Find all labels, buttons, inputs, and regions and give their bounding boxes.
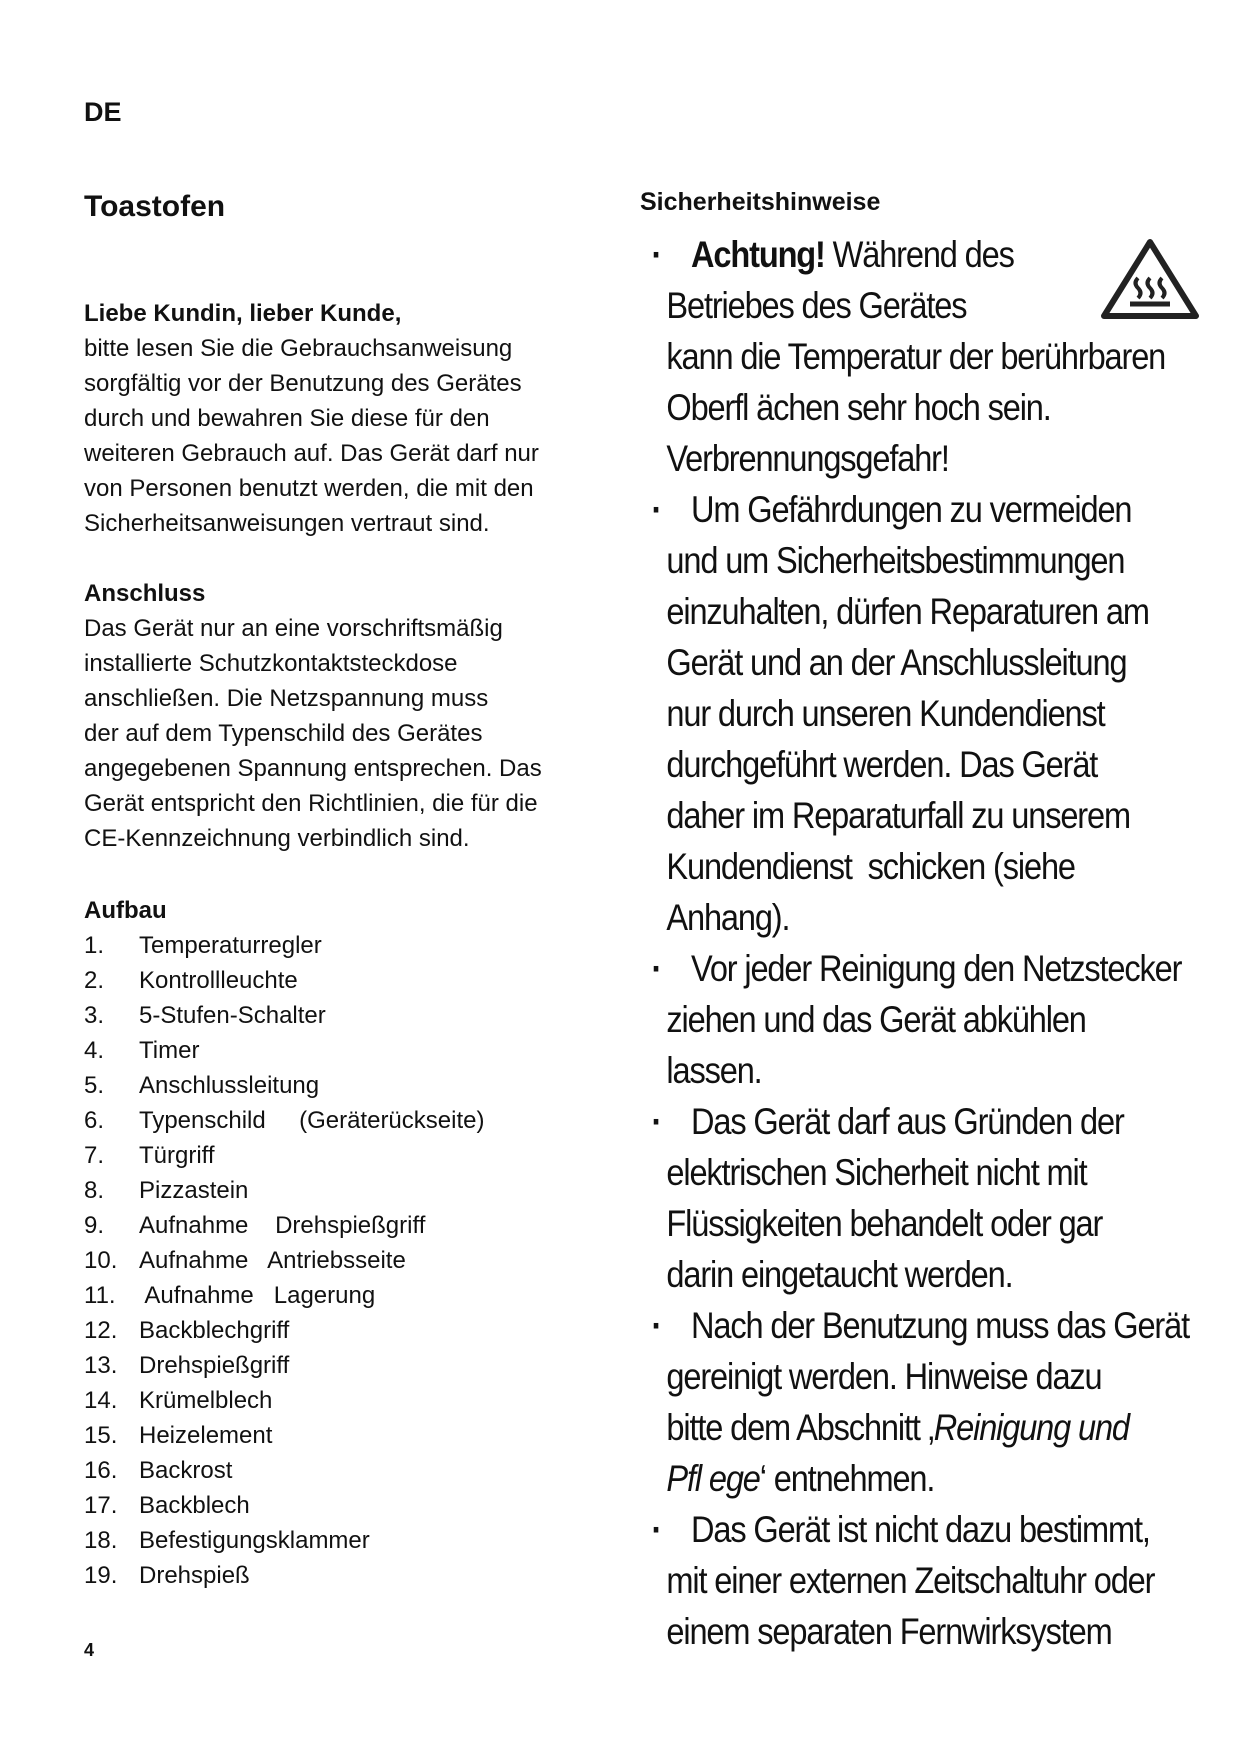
safety-item [640,1096,1203,1300]
part-number: 14. [84,1387,118,1414]
bullet: · [651,489,662,530]
part-item [84,928,604,963]
bullet: · [651,1101,662,1142]
greeting-line: bitte lesen Sie die Gebrauchsanweisung [84,335,513,362]
part-label: Drehspießgriff [139,1352,290,1379]
part-label: Typenschild (Geräterückseite) [139,1107,485,1134]
safety-text: Das Gerät ist nicht dazu bestimmt, [691,1509,1150,1550]
safety-text: Das Gerät darf aus Gründen der [691,1101,1124,1142]
structure-section [84,893,604,1593]
part-number: 8. [84,1177,105,1204]
part-item [84,1418,604,1453]
part-number: 7. [84,1142,105,1169]
part-number: 18. [84,1527,118,1554]
part-number: 5. [84,1072,105,1099]
safety-text: Verbrennungsgefahr! [666,438,949,479]
part-label: Backrost [139,1457,233,1484]
page-title: Toastofen [84,190,226,223]
safety-text: Oberfl ächen sehr hoch sein. [666,387,1051,428]
part-number: 1. [84,932,105,959]
part-item [84,1523,604,1558]
part-label: Pizzastein [139,1177,249,1204]
safety-text: Um Gefährdungen zu vermeiden [691,489,1132,530]
greeting-line: durch und bewahren Sie diese für den [84,405,490,432]
part-number: 4. [84,1037,105,1064]
part-label: Kontrollleuchte [139,967,298,994]
part-item [84,1383,604,1418]
connection-heading: Anschluss [84,580,206,607]
part-number: 3. [84,1002,105,1029]
safety-text: elektrischen Sicherheit nicht mit [666,1152,1087,1193]
part-item [84,963,604,998]
safety-text: ‘ entnehmen. [759,1458,935,1499]
part-label: Anschlussleitung [139,1072,320,1099]
connection-line: der auf dem Typenschild des Gerätes [84,720,483,747]
part-label: Türgriff [139,1142,215,1169]
safety-text: und um Sicherheitsbestimmungen [666,540,1125,581]
connection-line: CE-Kennzeichnung verbindlich sind. [84,825,470,852]
part-item [84,1313,604,1348]
connection-line: Das Gerät nur an eine vorschriftsmäßig [84,615,503,642]
safety-text: Vor jeder Reinigung den Netzstecker [691,948,1182,989]
part-label: Backblechgriff [139,1317,290,1344]
part-number: 6. [84,1107,105,1134]
parts-list [84,928,604,1593]
part-label: Temperaturregler [139,932,322,959]
safety-text: bitte dem Abschnitt ‚ [666,1407,934,1448]
greeting-heading: Liebe Kundin, lieber Kunde, [84,300,402,327]
warning-label: Achtung! [691,234,825,275]
part-label: Drehspieß [139,1562,250,1589]
safety-item [640,943,1203,1096]
part-number: 9. [84,1212,105,1239]
safety-text: mit einer externen Zeitschaltuhr oder [666,1560,1155,1601]
safety-text: Kundendienst schicken (siehe [666,846,1075,887]
part-label: Timer [139,1037,200,1064]
safety-item [640,1504,1203,1657]
part-number: 16. [84,1457,118,1484]
bullet: · [651,948,662,989]
safety-text: Gerät und an der Anschlussleitung [666,642,1127,683]
safety-list [640,229,1203,1657]
safety-item [640,1300,1203,1504]
part-label: Befestigungsklammer [139,1527,370,1554]
safety-text: durchgeführt werden. Das Gerät [666,744,1098,785]
structure-heading: Aufbau [84,897,167,924]
bullet: · [651,234,662,275]
bullet: · [651,1305,662,1346]
greeting-line: weiteren Gebrauch auf. Das Gerät darf nur [84,440,539,467]
part-number: 11. [84,1282,116,1309]
connection-line: Gerät entspricht den Richtlinien, die für die [84,790,538,817]
part-label: Krümelblech [139,1387,273,1414]
safety-text: darin eingetaucht werden. [666,1254,1013,1295]
section-reference: Reinigung und [933,1407,1129,1448]
part-item [84,1278,604,1313]
part-number: 2. [84,967,105,994]
part-item [84,1558,604,1593]
connection-line: anschließen. Die Netzspannung muss [84,685,489,712]
part-item [84,1348,604,1383]
part-item [84,1453,604,1488]
safety-text: kann die Temperatur der berührbaren [666,336,1166,377]
safety-text: nur durch unseren Kundendienst [666,693,1105,734]
part-item [84,1068,604,1103]
part-item [84,1208,604,1243]
safety-text: ziehen und das Gerät abkühlen [666,999,1086,1040]
part-number: 19. [84,1562,118,1589]
page-number: 4 [84,1640,95,1660]
part-item [84,1103,604,1138]
safety-text: Während des [824,234,1014,275]
part-label: Aufnahme Antriebsseite [139,1247,406,1274]
greeting-line: von Personen benutzt werden, die mit den [84,475,534,502]
greeting-line: sorgfältig vor der Benutzung des Gerätes [84,370,522,397]
greeting-section [84,296,604,541]
language-code: DE [84,97,122,127]
part-label: Aufnahme Lagerung [139,1282,376,1309]
safety-text: einem separaten Fernwirksystem [666,1611,1112,1652]
safety-text: Betriebes des Gerätes [666,285,967,326]
greeting-line: Sicherheitsanweisungen vertraut sind. [84,510,490,537]
part-item [84,1033,604,1068]
safety-text: Anhang). [666,897,790,938]
part-label: Aufnahme Drehspießgriff [139,1212,426,1239]
part-item [84,998,604,1033]
part-number: 17. [84,1492,118,1519]
safety-section [640,188,1200,1657]
part-item [84,1173,604,1208]
safety-text: einzuhalten, dürfen Reparaturen am [666,591,1149,632]
connection-line: installierte Schutzkontaktsteckdose [84,650,458,677]
bullet: · [651,1509,662,1550]
part-number: 15. [84,1422,118,1449]
safety-item [640,484,1203,943]
safety-text: Nach der Benutzung muss das Gerät [691,1305,1190,1346]
section-reference: Pfl ege [666,1458,760,1499]
part-number: 10. [84,1247,118,1274]
part-label: Backblech [139,1492,250,1519]
part-label: Heizelement [139,1422,273,1449]
safety-text: lassen. [666,1050,762,1091]
safety-text: daher im Reparaturfall zu unserem [666,795,1130,836]
part-item [84,1488,604,1523]
safety-text: gereinigt werden. Hinweise dazu [666,1356,1102,1397]
safety-item [640,229,1203,484]
part-item [84,1243,604,1278]
part-number: 12. [84,1317,118,1344]
part-label: 5-Stufen-Schalter [139,1002,326,1029]
safety-heading: Sicherheitshinweise [640,188,881,216]
part-item [84,1138,604,1173]
part-number: 13. [84,1352,118,1379]
safety-text: Flüssigkeiten behandelt oder gar [666,1203,1103,1244]
connection-section [84,576,604,856]
connection-line: angegebenen Spannung entsprechen. Das [84,755,542,782]
